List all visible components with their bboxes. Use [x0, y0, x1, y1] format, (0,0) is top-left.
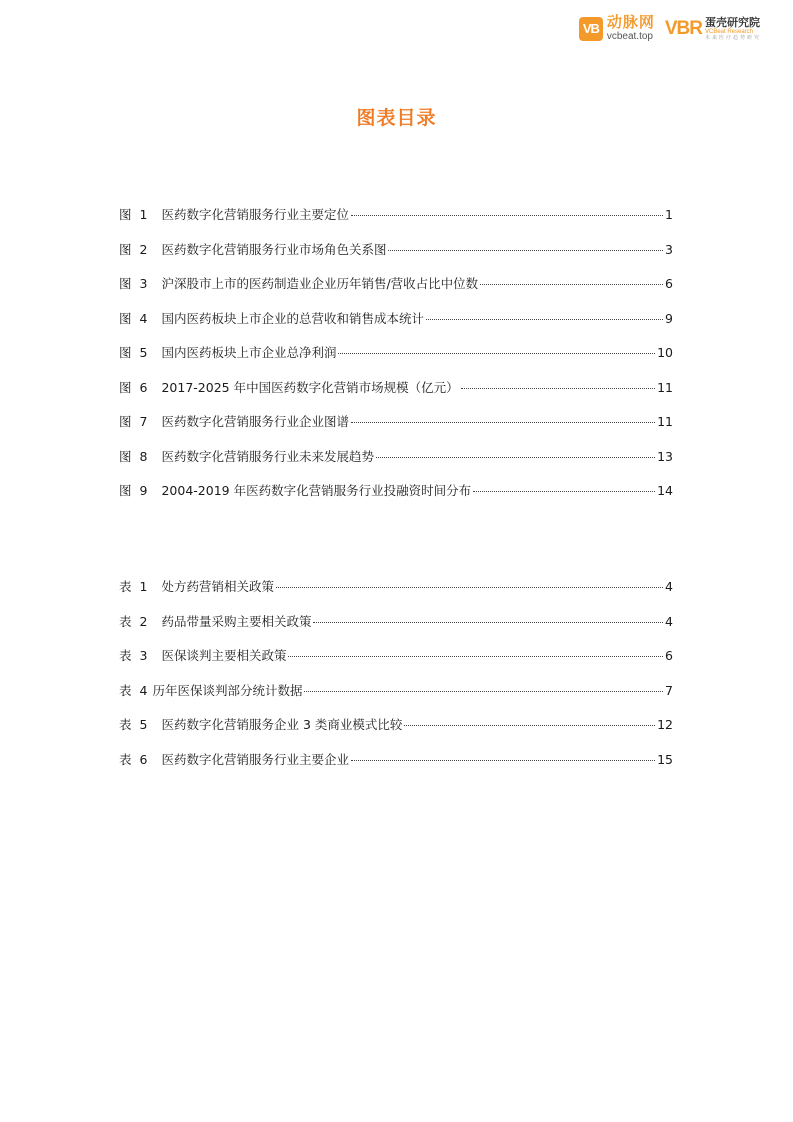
toc-dot-leader: [351, 760, 655, 761]
toc-dot-leader: [276, 587, 663, 588]
toc-entry-title: 沪深股市上市的医药制造业企业历年销售/营收占比中位数: [161, 276, 479, 291]
toc-dot-leader: [376, 457, 655, 458]
toc-entry-label: [119, 378, 459, 396]
vcbeat-logo: [579, 15, 655, 42]
toc-entry-prefix: 图: [119, 379, 132, 395]
toc-dot-leader: [426, 319, 663, 320]
toc-entry-title: 医药数字化营销服务行业未来发展趋势: [161, 448, 374, 464]
toc-dot-leader: [288, 656, 663, 657]
toc-entry-label: [119, 715, 402, 733]
vbr-logo-icon: VBR: [664, 17, 702, 39]
toc-page-number: 13: [657, 448, 673, 464]
toc-page-number: 9: [665, 310, 673, 326]
toc-entry-title: 药品带量采购主要相关政策: [161, 613, 312, 629]
toc-entry-label: [119, 750, 349, 768]
toc-dot-leader: [461, 388, 656, 389]
toc-entry-title: 处方药营销相关政策: [161, 579, 274, 594]
toc-page-number: 4: [665, 579, 673, 594]
toc-entry-title: 医保谈判主要相关政策: [161, 648, 287, 663]
page-title: 图表目录: [356, 107, 437, 129]
toc-entry-title: 国内医药板块上市企业总净利润: [161, 345, 337, 360]
brand1-url: vcbeat.top: [606, 31, 653, 42]
toc-entry-label: [119, 612, 311, 630]
toc-dot-leader: [388, 250, 663, 251]
toc-page-number: 1: [665, 207, 673, 222]
figure-list: [119, 205, 673, 516]
toc-page-number: 15: [657, 751, 673, 767]
toc-entry-number: 2: [139, 613, 148, 629]
toc-entry-title: 2004-2019 年医药数字化营销服务行业投融资时间分布: [161, 483, 472, 498]
table-list: [119, 577, 673, 784]
toc-page-number: 6: [665, 276, 673, 291]
toc-entry-label: [119, 481, 471, 499]
toc-entry-prefix: 图: [119, 414, 132, 429]
toc-page-number: 11: [657, 379, 673, 395]
figure-entry[interactable]: [119, 240, 673, 275]
toc-entry-number: 5: [139, 717, 148, 732]
toc-entry-prefix: 表: [119, 579, 132, 594]
brand1-name: 动脉网: [606, 13, 655, 31]
toc-entry-prefix: 图: [119, 207, 132, 222]
toc-entry-number: 1: [139, 579, 148, 594]
toc-dot-leader: [404, 725, 655, 726]
toc-entry-number: 2: [139, 241, 148, 257]
toc-entry-title: 2017-2025 年中国医药数字化营销市场规模（亿元）: [161, 379, 459, 395]
toc-entry-prefix: 表: [119, 717, 132, 732]
figure-entry[interactable]: [119, 205, 673, 240]
toc-entry-label: [119, 447, 374, 465]
table-entry[interactable]: [119, 681, 673, 716]
toc-entry-number: 8: [139, 448, 148, 464]
toc-entry-number: 7: [139, 414, 148, 429]
toc-entry-label: [119, 343, 336, 361]
vbr-logo: [665, 17, 761, 41]
toc-page-number: 6: [665, 648, 673, 663]
toc-entry-title: 医药数字化营销服务行业主要企业: [161, 751, 349, 767]
toc-entry-prefix: 表: [119, 648, 132, 663]
table-entry[interactable]: [119, 612, 673, 647]
brand2-en: VCBeat Research: [704, 28, 754, 35]
toc-entry-number: 5: [139, 345, 148, 360]
toc-page-number: 7: [665, 682, 673, 698]
toc-entry-prefix: 图: [119, 241, 132, 257]
toc-entry-title: 医药数字化营销服务行业企业图谱: [161, 414, 349, 429]
toc-entry-label: [119, 274, 478, 292]
brand2-name: 蛋壳研究院: [704, 15, 760, 29]
toc-entry-prefix: 图: [119, 310, 132, 326]
table-entry[interactable]: [119, 715, 673, 750]
toc-entry-number: 6: [139, 379, 148, 395]
figure-entry[interactable]: [119, 412, 673, 447]
toc-entry-number: 4: [139, 682, 148, 698]
table-entry[interactable]: [119, 646, 673, 681]
table-entry[interactable]: [119, 577, 673, 612]
toc-dot-leader: [313, 622, 663, 623]
toc-page-number: 10: [657, 345, 673, 360]
toc-page-number: 14: [657, 483, 673, 498]
toc-entry-label: [119, 681, 302, 699]
toc-entry-number: 3: [139, 648, 148, 663]
toc-entry-label: [119, 646, 286, 664]
toc-entry-number: 1: [139, 207, 148, 222]
toc-entry-number: 3: [139, 276, 148, 291]
toc-page-number: 4: [665, 613, 673, 629]
toc-entry-title: 国内医药板块上市企业的总营收和销售成本统计: [161, 310, 424, 326]
figure-entry[interactable]: [119, 447, 673, 482]
figure-entry[interactable]: [119, 481, 673, 516]
toc-entry-prefix: 表: [119, 751, 132, 767]
toc-entry-prefix: 表: [119, 682, 132, 698]
toc-entry-label: [119, 577, 274, 595]
figure-entry[interactable]: [119, 343, 673, 378]
toc-page-number: 12: [657, 717, 673, 732]
toc-page-number: 11: [657, 414, 673, 429]
toc-dot-leader: [351, 215, 663, 216]
toc-page-number: 3: [665, 241, 673, 257]
toc-entry-title: 医药数字化营销服务行业市场角色关系图: [161, 241, 387, 257]
toc-dot-leader: [351, 422, 655, 423]
toc-dot-leader: [338, 353, 655, 354]
toc-entry-prefix: 图: [119, 276, 132, 291]
toc-entry-number: 9: [139, 483, 148, 498]
toc-dot-leader: [473, 491, 655, 492]
table-entry[interactable]: [119, 750, 673, 785]
figure-entry[interactable]: [119, 378, 673, 413]
toc-dot-leader: [304, 691, 663, 692]
vb-logo-icon: VB: [579, 17, 603, 41]
toc-entry-title: 医药数字化营销服务企业 3 类商业模式比较: [161, 717, 403, 732]
header-logos: [579, 15, 761, 42]
brand2-tagline: 未来医疗趋势研究: [704, 34, 761, 41]
toc-entry-title: 医药数字化营销服务行业主要定位: [161, 207, 349, 222]
toc-entry-prefix: 图: [119, 345, 132, 360]
toc-dot-leader: [480, 284, 663, 285]
toc-entry-label: [119, 240, 386, 258]
toc-entry-prefix: 图: [119, 448, 132, 464]
toc-entry-title: 历年医保谈判部分统计数据: [152, 682, 303, 698]
toc-entry-prefix: 表: [119, 613, 132, 629]
figure-entry[interactable]: [119, 274, 673, 309]
toc-entry-number: 4: [139, 310, 148, 326]
toc-entry-prefix: 图: [119, 483, 132, 498]
figure-entry[interactable]: [119, 309, 673, 344]
toc-entry-label: [119, 205, 349, 223]
toc-entry-label: [119, 412, 349, 430]
toc-entry-number: 6: [139, 751, 148, 767]
toc-entry-label: [119, 309, 424, 327]
